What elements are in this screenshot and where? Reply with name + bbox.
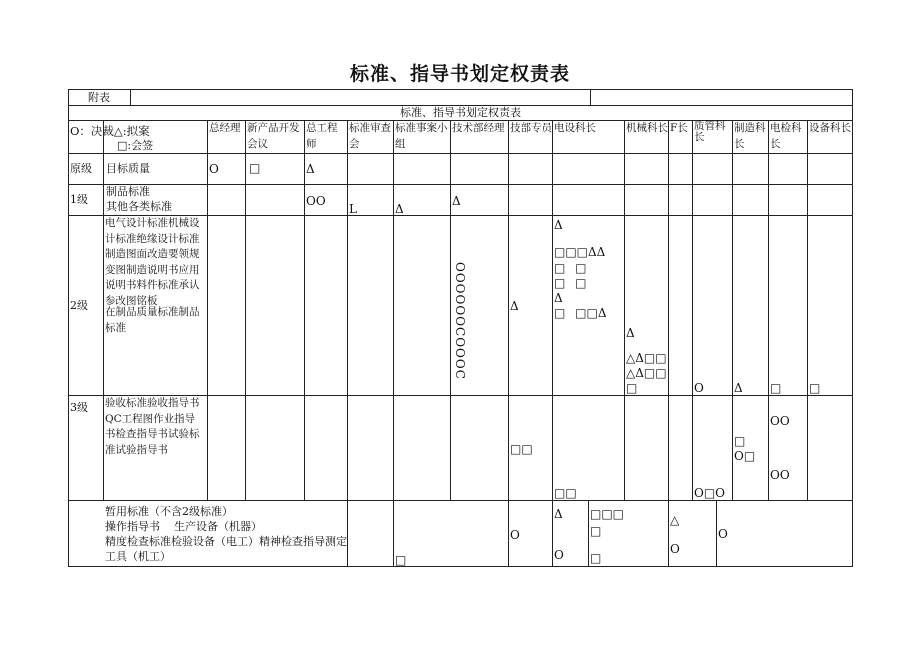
col-divider (668, 395, 669, 500)
col-divider (508, 500, 509, 567)
mark: O (554, 548, 564, 562)
mark: □ (249, 161, 261, 175)
col-divider (692, 120, 693, 395)
header-mechanical-chief: 机械科长 (626, 122, 668, 134)
header-manufacturing-chief: 制造科长 (734, 122, 766, 150)
mark: □ (395, 553, 407, 567)
level-label: 1级 (70, 193, 88, 206)
mark: Δ (626, 326, 635, 340)
col-divider (207, 120, 208, 395)
mark: O (694, 381, 704, 395)
col-divider (450, 120, 451, 395)
row-content: 目标质量 (106, 162, 150, 175)
col-divider (732, 120, 733, 395)
mark: Δ (554, 507, 563, 521)
mark: □ (770, 381, 782, 395)
row-content: 工具（机工） (105, 550, 171, 563)
table-caption: 标准、指导书划定权责表 (400, 106, 521, 119)
legend-line-1: O：决裁△:拟案 (70, 124, 150, 138)
mark: □ □ (554, 276, 587, 290)
mark: Δ (554, 291, 563, 305)
col-divider (347, 500, 348, 567)
col-divider (692, 395, 693, 500)
mark: L (349, 202, 357, 216)
mark: O (209, 162, 219, 176)
header-f-chief: F长 (670, 122, 688, 134)
mark: O (718, 527, 728, 541)
mark: O (670, 542, 680, 556)
mark: O□ (734, 449, 756, 463)
col-divider (668, 500, 669, 567)
level-label: 3级 (70, 401, 88, 414)
header-qc-chief: 质管科长 (694, 120, 726, 143)
mark: □□□ΔΔ (554, 245, 606, 259)
col-divider (245, 395, 246, 500)
mark: Δ (510, 299, 519, 313)
mark: □ □ (554, 261, 587, 275)
attach-label: 附表 (88, 91, 110, 104)
header-tech-manager: 技术部经理 (452, 122, 505, 134)
mark: □□ (510, 442, 533, 456)
mark: □ (590, 524, 602, 538)
mark: Δ (306, 162, 315, 176)
mark: Δ (734, 381, 743, 395)
col-divider (347, 120, 348, 395)
col-divider (103, 120, 104, 500)
mark: □□ (554, 486, 577, 500)
header-review-meeting: 标准审查会 (349, 122, 391, 150)
col-divider (130, 89, 131, 105)
header-new-product-meeting: 新产品开发会议 (247, 122, 300, 150)
header-electrical-chief: 电设科长 (554, 122, 596, 134)
col-divider (552, 500, 553, 567)
row-content: 电气设计标准机械设计标准绝缘设计标准制造图面改造要领规变图制造说明书应用说明书料件标准承认参改图铭板 (105, 217, 200, 307)
col-divider (304, 395, 305, 500)
mark: Δ (395, 202, 404, 216)
header-general-manager: 总经理 (209, 122, 241, 134)
row-content: 操作指导书 生产设备（机器） (105, 520, 262, 533)
mark: □ □□Δ (554, 306, 607, 320)
col-divider (807, 120, 808, 395)
mark: □ (590, 551, 602, 565)
row-divider (68, 184, 853, 185)
header-inspection-chief: 电检科长 (770, 122, 802, 150)
mark: OO (770, 468, 790, 482)
col-divider (450, 395, 451, 500)
page-title: 标准、指导书划定权责表 (349, 63, 570, 85)
col-divider (590, 89, 591, 105)
col-divider (732, 395, 733, 500)
mark: OO (770, 414, 790, 428)
col-divider (624, 120, 625, 395)
col-divider (245, 120, 246, 395)
col-divider (207, 395, 208, 500)
col-divider (393, 395, 394, 500)
header-tech-specialist: 技部专员 (510, 122, 552, 134)
col-divider (668, 120, 669, 395)
col-divider (393, 120, 394, 395)
col-divider (508, 120, 509, 395)
col-divider (552, 395, 553, 500)
legend-line-2: □:会签 (117, 139, 154, 152)
col-divider (768, 120, 769, 395)
col-divider (393, 500, 394, 567)
row-content: 在制品质量标准制品标准 (105, 306, 200, 334)
row-content: 验收标准验收指导书QC工程图作业指导书检查指导书试验标准试验指导书 (105, 397, 200, 456)
mark: △Δ□□ (626, 366, 667, 380)
level-label: 原级 (70, 162, 92, 175)
mark: □□□ (590, 507, 625, 521)
col-divider (624, 395, 625, 500)
row-divider (68, 153, 853, 154)
vertical-marks: OOOOOOCOOOC (453, 262, 467, 380)
col-divider (768, 395, 769, 500)
col-divider (552, 120, 553, 395)
col-divider (807, 395, 808, 500)
mark: O□O (694, 486, 726, 500)
row-content: 暂用标准（不含2级标准） (105, 505, 233, 518)
row-content: 制品标准 (106, 185, 150, 198)
row-content: 其他各类标准 (106, 200, 172, 213)
header-equipment-chief: 设备科长 (809, 122, 851, 134)
mark: □ (626, 381, 638, 395)
header-chief-engineer: 总工程师 (306, 122, 338, 150)
mark: □ (809, 381, 821, 395)
header-standard-group: 标准事案小组 (395, 122, 448, 150)
col-divider (304, 120, 305, 395)
row-content: 精度检查标准检验设备（电工）精神检查指导测定 (105, 535, 347, 548)
mark: △Δ□□ (626, 351, 667, 365)
col-divider (508, 395, 509, 500)
col-divider (716, 500, 717, 567)
mark: Δ (452, 194, 461, 208)
col-divider (588, 500, 589, 567)
mark: OO (306, 194, 326, 208)
row-divider (68, 500, 853, 501)
col-divider (347, 395, 348, 500)
mark: Δ (554, 218, 563, 232)
mark: O (510, 528, 520, 542)
level-label: 2级 (70, 299, 88, 312)
mark: △ (670, 513, 680, 527)
mark: □ (734, 434, 746, 448)
